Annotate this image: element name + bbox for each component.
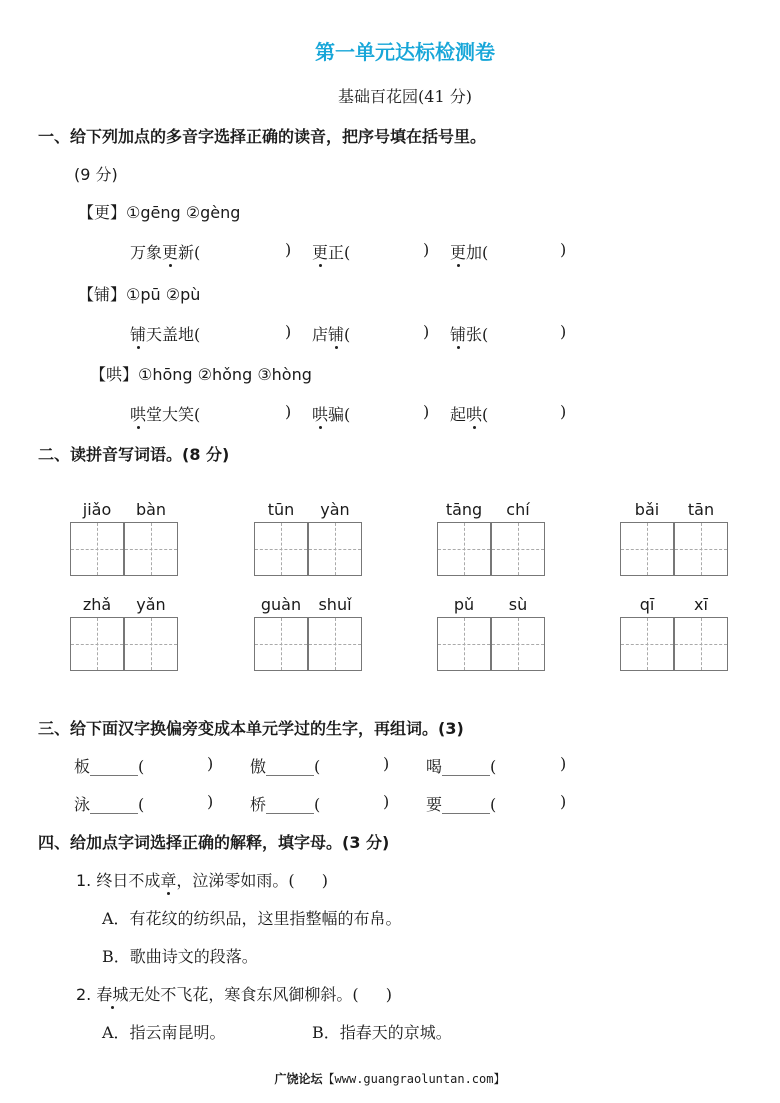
- pinyin-label: yǎn: [136, 595, 166, 614]
- answer-paren-close[interactable]: ): [207, 792, 214, 811]
- radical-char-item: 板______(: [74, 757, 145, 776]
- polyphone-item: 铺天盖地(: [130, 325, 201, 344]
- section1-heading: 一、给下列加点的多音字选择正确的读音，把序号填在括号里。: [38, 127, 487, 146]
- polyphone-label-0: 【更】①gēng ②gèng: [78, 203, 241, 222]
- answer-paren-close[interactable]: ): [383, 792, 390, 811]
- polyphone-item: 店铺(: [312, 325, 351, 344]
- polyphone-item: 哄骗(: [312, 405, 351, 424]
- pinyin-label: chí: [506, 500, 530, 519]
- writing-grid-box[interactable]: [70, 617, 124, 671]
- answer-paren-close[interactable]: ): [560, 240, 567, 259]
- answer-paren-close[interactable]: ): [423, 322, 430, 341]
- writing-grid-box[interactable]: [437, 522, 491, 576]
- pinyin-label: bǎi: [634, 500, 660, 519]
- pinyin-label: jiǎo: [82, 500, 112, 519]
- polyphone-item: 铺张(: [450, 325, 489, 344]
- writing-grid-box[interactable]: [124, 522, 178, 576]
- answer-paren-close[interactable]: ): [383, 754, 390, 773]
- writing-grid-box[interactable]: [308, 522, 362, 576]
- polyphone-label-1: 【铺】①pū ②pù: [78, 285, 201, 304]
- radical-char-item: 桥______(: [250, 795, 321, 814]
- section2-heading: 二、读拼音写词语。(8 分): [38, 445, 230, 464]
- writing-grid-box[interactable]: [491, 617, 545, 671]
- answer-paren-close[interactable]: ): [560, 402, 567, 421]
- pinyin-label: zhǎ: [82, 595, 112, 614]
- page-footer: 广饶论坛【www.guangraoluntan.com】: [274, 1072, 506, 1086]
- pinyin-label: xī: [694, 595, 708, 614]
- writing-grid-box[interactable]: [491, 522, 545, 576]
- q2-option-a: A．指云南昆明。: [102, 1023, 226, 1042]
- pinyin-label: sù: [508, 595, 528, 614]
- answer-paren-close[interactable]: ): [285, 322, 292, 341]
- writing-grid-box[interactable]: [254, 522, 308, 576]
- answer-paren-close[interactable]: ): [423, 240, 430, 259]
- radical-char-item: 泳______(: [74, 795, 145, 814]
- answer-paren-close[interactable]: ): [560, 754, 567, 773]
- pinyin-label: bàn: [135, 500, 167, 519]
- section1-score: (9 分): [74, 165, 118, 184]
- polyphone-item: 起哄(: [450, 405, 489, 424]
- writing-grid-box[interactable]: [70, 522, 124, 576]
- polyphone-item: 更正(: [312, 243, 351, 262]
- pinyin-label: tān: [687, 500, 715, 519]
- answer-paren-close[interactable]: ): [207, 754, 214, 773]
- section4-heading: 四、给加点字词选择正确的解释，填字母。(3 分): [38, 833, 390, 852]
- pinyin-label: yàn: [320, 500, 350, 519]
- q1-line: 1. 终日不成章，泣涕零如雨。( ): [76, 871, 328, 890]
- writing-grid-box[interactable]: [124, 617, 178, 671]
- answer-paren-close[interactable]: ): [423, 402, 430, 421]
- radical-char-item: 要______(: [426, 795, 497, 814]
- answer-paren-close[interactable]: ): [285, 402, 292, 421]
- answer-paren-close[interactable]: ): [285, 240, 292, 259]
- pinyin-label: shuǐ: [318, 595, 352, 614]
- pinyin-label: pǔ: [453, 595, 475, 614]
- polyphone-item: 万象更新(: [130, 243, 201, 262]
- writing-grid-box[interactable]: [674, 522, 728, 576]
- pinyin-label: tūn: [267, 500, 295, 519]
- writing-grid-box[interactable]: [620, 522, 674, 576]
- page-title: 第一单元达标检测卷: [315, 40, 495, 64]
- writing-grid-box[interactable]: [674, 617, 728, 671]
- polyphone-label-2: 【哄】①hōng ②hǒng ③hòng: [90, 365, 312, 384]
- writing-grid-box[interactable]: [620, 617, 674, 671]
- polyphone-item: 更加(: [450, 243, 489, 262]
- polyphone-item: 哄堂大笑(: [130, 405, 201, 424]
- q1-option-a: A．有花纹的纺织品，这里指整幅的布帛。: [102, 909, 402, 928]
- pinyin-label: guàn: [260, 595, 302, 614]
- radical-char-item: 傲______(: [250, 757, 321, 776]
- pinyin-label: tāng: [445, 500, 483, 519]
- writing-grid-box[interactable]: [308, 617, 362, 671]
- answer-paren-close[interactable]: ): [560, 792, 567, 811]
- pinyin-label: qī: [639, 595, 655, 614]
- q2-option-b: B．指春天的京城。: [312, 1023, 452, 1042]
- q1-option-b: B．歌曲诗文的段落。: [102, 947, 258, 966]
- q2-line: 2. 春城无处不飞花，寒食东风御柳斜。( ): [76, 985, 392, 1004]
- section-subtitle: 基础百花园(41 分): [338, 87, 472, 106]
- writing-grid-box[interactable]: [437, 617, 491, 671]
- answer-paren-close[interactable]: ): [560, 322, 567, 341]
- radical-char-item: 喝______(: [426, 757, 497, 776]
- section3-heading: 三、给下面汉字换偏旁变成本单元学过的生字，再组词。(3): [38, 719, 464, 738]
- writing-grid-box[interactable]: [254, 617, 308, 671]
